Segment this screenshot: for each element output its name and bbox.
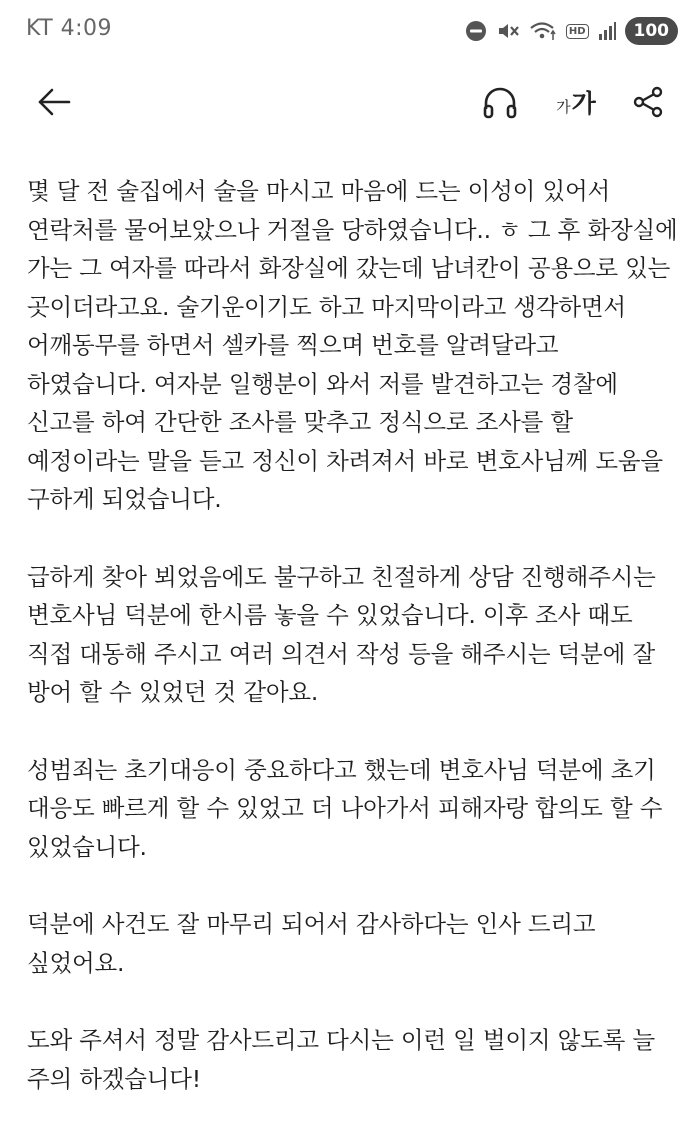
text-line: 있었습니다. [27, 832, 147, 861]
paragraph [27, 1021, 677, 1098]
back-button[interactable] [26, 70, 82, 134]
paragraph [27, 558, 677, 712]
text-line: 몇 달 전 술집에서 술을 마시고 마음에 드는 이성이 있어서 [27, 177, 610, 205]
text-line: 구하게 되었습니다. [27, 485, 222, 513]
signal-icon [598, 21, 616, 41]
do-not-disturb-icon [465, 20, 487, 42]
arrow-left-icon [37, 87, 71, 117]
carrier-time: KT 4:09 [26, 16, 113, 41]
text-line: 변호사님 덕분에 한시름 놓을 수 있었습니다. 이후 조사 때도 [27, 601, 633, 629]
listen-button[interactable] [470, 70, 530, 134]
font-size-large-label: 가 [571, 89, 596, 118]
headphones-icon [482, 85, 518, 119]
hd-icon: HD [566, 24, 589, 39]
mute-icon [496, 20, 520, 42]
text-line: 성범죄는 초기대응이 중요하다고 했는데 변호사님 덕분에 초기 [27, 755, 656, 784]
text-line: 도와 주셔서 정말 감사드리고 다시는 이런 일 벌이지 않도록 늘 [27, 1026, 655, 1054]
font-size-button[interactable] [544, 70, 608, 134]
text-line: 곳이더라고요. 술기운이기도 하고 마지막이라고 생각하면서 [27, 292, 626, 321]
paragraph [27, 751, 677, 867]
text-line: 가는 그 여자를 따라서 화장실에 갔는데 남녀칸이 공용으로 있는 [27, 254, 671, 282]
battery-level: 100 [625, 17, 679, 45]
share-icon [632, 86, 664, 118]
paragraph [27, 905, 677, 982]
text-line: 급하게 찾아 뵈었음에도 불구하고 친절하게 상담 진행해주시는 [27, 562, 656, 591]
text-line: 대응도 빠르게 할 수 있었고 더 나아가서 피해자랑 합의도 할 수 [27, 794, 663, 822]
status-icons [465, 14, 678, 48]
toolbar [0, 70, 700, 134]
font-size-small-label: 가 [556, 97, 571, 116]
text-line: 예정이라는 말을 듣고 정신이 차려져서 바로 변호사님께 도움을 [27, 446, 663, 475]
article-body [27, 172, 677, 1137]
share-button[interactable] [622, 70, 674, 134]
status-bar [0, 0, 700, 62]
text-line: 신고를 하여 간단한 조사를 맞추고 정식으로 조사를 할 [27, 408, 573, 436]
text-line: 하였습니다. 여자분 일행분이 와서 저를 발견하고는 경찰에 [27, 369, 618, 398]
wifi-icon [529, 20, 557, 42]
text-line: 직접 대동해 주시고 여러 의견서 작성 등을 해주시는 덕분에 잘 [27, 639, 655, 668]
text-line: 어깨동무를 하면서 셀카를 찍으며 번호를 알려달라고 [27, 331, 559, 359]
text-line: 싶었어요. [27, 948, 125, 977]
text-line: 연락처를 물어보았으나 거절을 당하였습니다.. ㅎ 그 후 화장실에 [27, 215, 678, 244]
paragraph [27, 172, 677, 519]
text-line: 주의 하겠습니다! [27, 1064, 201, 1093]
text-line: 방어 할 수 있었던 것 같아요. [27, 678, 319, 706]
text-line: 덕분에 사건도 잘 마무리 되어서 감사하다는 인사 드리고 [27, 910, 596, 938]
